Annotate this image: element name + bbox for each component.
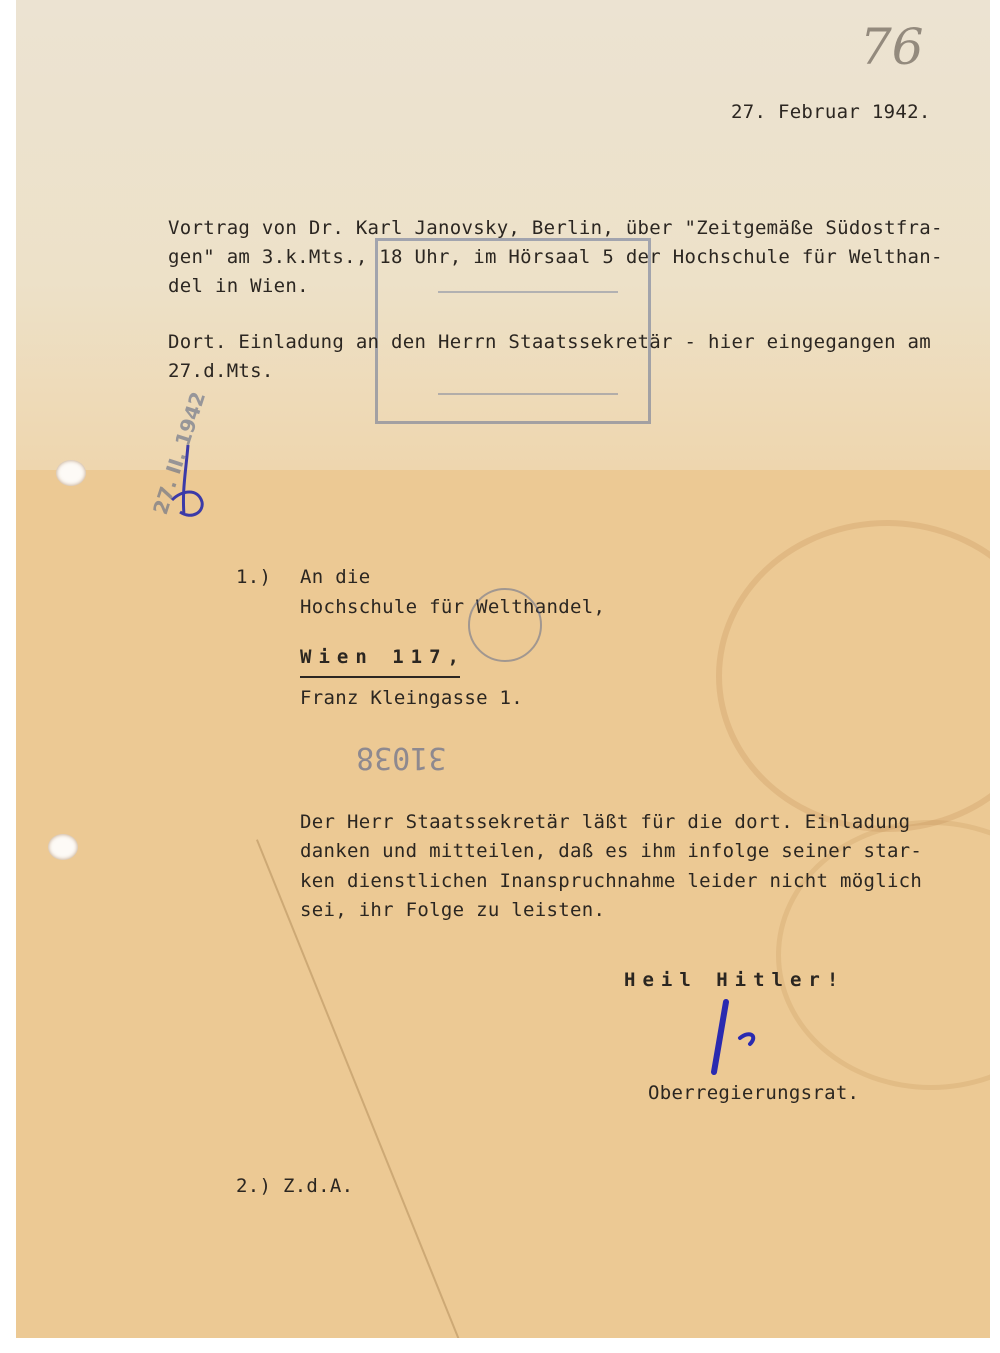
document-date: 27. Februar 1942.	[731, 101, 931, 123]
body-line-1: Der Herr Staatssekretär läßt für die dort. Einladung	[300, 811, 911, 833]
pencil-page-number: 76	[860, 18, 924, 76]
body-line-2: danken und mitteilen, daß es ihm infolge seiner star-	[300, 840, 923, 862]
reference-line-2: 27.d.Mts.	[168, 360, 274, 382]
address-line-4: Franz Kleingasse 1.	[300, 687, 524, 709]
round-stamp	[468, 588, 542, 662]
punch-hole	[48, 834, 78, 860]
document-page	[16, 0, 990, 1338]
address-line-2: Hochschule für Welthandel,	[300, 596, 606, 618]
address-line-3: Wien 117,	[300, 646, 466, 668]
address-line-1: An die	[300, 566, 371, 588]
address-underline	[300, 676, 460, 678]
signatory-title: Oberregierungsrat.	[648, 1082, 860, 1104]
punch-hole	[56, 460, 86, 486]
subject-line-1: Vortrag von Dr. Karl Janovsky, Berlin, über "Zeitgemäße Südostfra-	[168, 217, 943, 239]
body-line-4: sei, ihr Folge zu leisten.	[300, 899, 606, 921]
reference-line-1: Dort. Einladung an den Herrn Staatssekretär - hier eingegangen am	[168, 331, 932, 353]
subject-line-3: del in Wien.	[168, 275, 309, 297]
date-stamp: 27. II. 1942	[148, 388, 211, 518]
item-1-number: 1.)	[236, 566, 272, 588]
water-stain	[716, 520, 990, 832]
signature	[700, 998, 770, 1078]
body-line-3: ken dienstlichen Inanspruchnahme leider nicht möglich	[300, 870, 923, 892]
closing-greeting: Heil Hitler!	[624, 969, 846, 991]
registry-number-stamp: 31038	[356, 740, 447, 775]
item-2: 2.) Z.d.A.	[236, 1175, 354, 1197]
subject-line-2: gen" am 3.k.Mts., 18 Uhr, im Hörsaal 5 der Hochschule für Welthan-	[168, 246, 943, 268]
